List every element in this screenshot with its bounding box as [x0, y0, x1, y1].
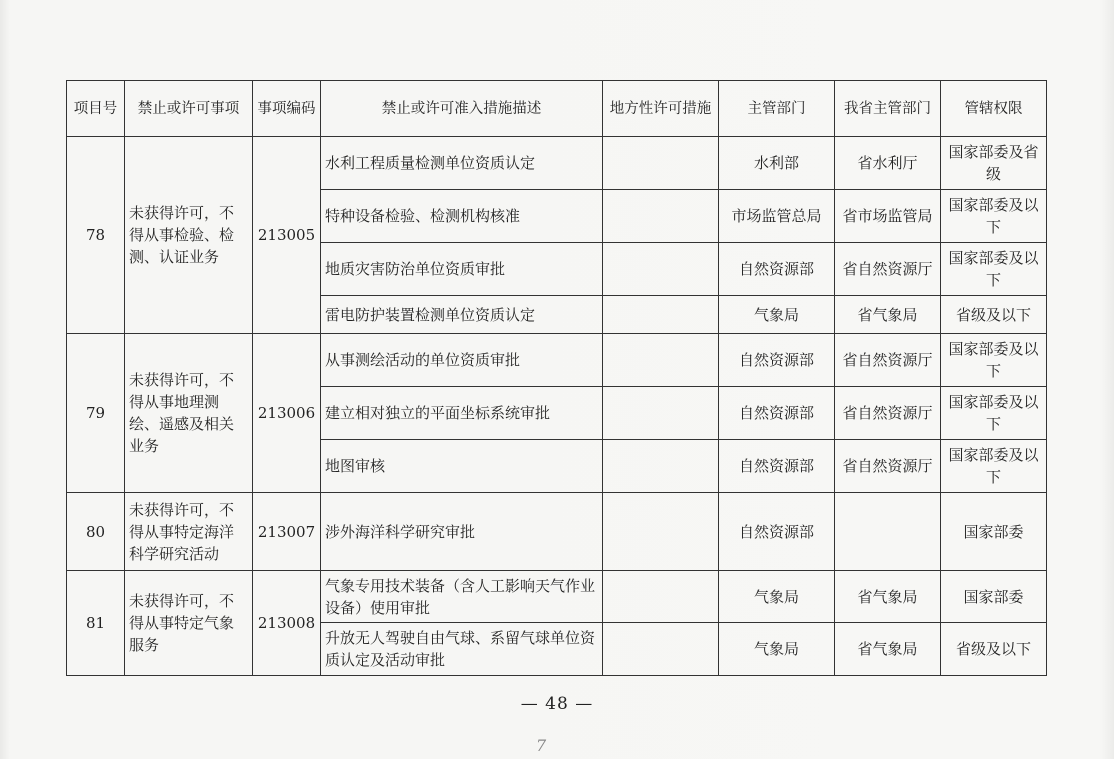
measure-desc: 从事测绘活动的单位资质审批: [321, 334, 603, 387]
authority: 国家部委及省级: [941, 137, 1047, 190]
local-measure: [603, 137, 719, 190]
local-measure: [603, 440, 719, 493]
dept: 自然资源部: [719, 387, 835, 440]
prov-dept: 省自然资源厅: [835, 243, 941, 296]
prov-dept: [835, 493, 941, 571]
table-row: [67, 334, 1047, 387]
item-id: 79: [67, 334, 125, 493]
prov-dept: 省自然资源厅: [835, 440, 941, 493]
dept: 自然资源部: [719, 493, 835, 571]
local-measure: [603, 493, 719, 571]
item-id: 78: [67, 137, 125, 334]
local-measure: [603, 623, 719, 676]
item-title: 未获得许可，不得从事检验、检测、认证业务: [125, 137, 253, 334]
local-measure: [603, 296, 719, 334]
item-title: 未获得许可，不得从事特定气象服务: [125, 571, 253, 676]
authority: 国家部委及以下: [941, 334, 1047, 387]
dept: 气象局: [719, 571, 835, 623]
authority: 国家部委: [941, 493, 1047, 571]
prov-dept: 省气象局: [835, 623, 941, 676]
measure-desc: 水利工程质量检测单位资质认定: [321, 137, 603, 190]
measure-desc: 特种设备检验、检测机构核准: [321, 190, 603, 243]
dept: 自然资源部: [719, 334, 835, 387]
local-measure: [603, 334, 719, 387]
item-code: 213006: [253, 334, 321, 493]
prov-dept: 省气象局: [835, 571, 941, 623]
col-header-code: 事项编码: [253, 81, 321, 137]
measure-desc: 建立相对独立的平面坐标系统审批: [321, 387, 603, 440]
dept: 水利部: [719, 137, 835, 190]
measure-desc: 涉外海洋科学研究审批: [321, 493, 603, 571]
col-header-auth: 管辖权限: [941, 81, 1047, 137]
handwritten-mark: 7: [536, 736, 547, 755]
authority: 省级及以下: [941, 296, 1047, 334]
item-code: 213008: [253, 571, 321, 676]
col-header-id: 项目号: [67, 81, 125, 137]
page-number: — 48 —: [520, 694, 594, 714]
authority: 国家部委及以下: [941, 440, 1047, 493]
item-code: 213007: [253, 493, 321, 571]
local-measure: [603, 387, 719, 440]
measure-desc: 地图审核: [321, 440, 603, 493]
local-measure: [603, 243, 719, 296]
col-header-prov: 我省主管部门: [835, 81, 941, 137]
measure-desc: 雷电防护装置检测单位资质认定: [321, 296, 603, 334]
header-row: [67, 81, 1047, 137]
table-row: [67, 137, 1047, 190]
dept: 自然资源部: [719, 243, 835, 296]
col-header-dept: 主管部门: [719, 81, 835, 137]
table-row: [67, 571, 1047, 623]
prov-dept: 省自然资源厅: [835, 334, 941, 387]
col-header-item: 禁止或许可事项: [125, 81, 253, 137]
item-code: 213005: [253, 137, 321, 334]
measure-desc: 升放无人驾驶自由气球、系留气球单位资质认定及活动审批: [321, 623, 603, 676]
item-id: 80: [67, 493, 125, 571]
prov-dept: 省市场监管局: [835, 190, 941, 243]
authority: 国家部委: [941, 571, 1047, 623]
permit-table: [66, 80, 1047, 676]
local-measure: [603, 571, 719, 623]
item-id: 81: [67, 571, 125, 676]
measure-desc: 地质灾害防治单位资质审批: [321, 243, 603, 296]
prov-dept: 省水利厅: [835, 137, 941, 190]
authority: 省级及以下: [941, 623, 1047, 676]
table-row: [67, 493, 1047, 571]
local-measure: [603, 190, 719, 243]
prov-dept: 省自然资源厅: [835, 387, 941, 440]
prov-dept: 省气象局: [835, 296, 941, 334]
item-title: 未获得许可，不得从事特定海洋科学研究活动: [125, 493, 253, 571]
authority: 国家部委及以下: [941, 243, 1047, 296]
measure-desc: 气象专用技术装备（含人工影响天气作业设备）使用审批: [321, 571, 603, 623]
dept: 自然资源部: [719, 440, 835, 493]
dept: 市场监管总局: [719, 190, 835, 243]
item-title: 未获得许可，不得从事地理测绘、遥感及相关业务: [125, 334, 253, 493]
col-header-local: 地方性许可措施: [603, 81, 719, 137]
dept: 气象局: [719, 623, 835, 676]
col-header-desc: 禁止或许可准入措施描述: [321, 81, 603, 137]
dept: 气象局: [719, 296, 835, 334]
authority: 国家部委及以下: [941, 387, 1047, 440]
authority: 国家部委及以下: [941, 190, 1047, 243]
